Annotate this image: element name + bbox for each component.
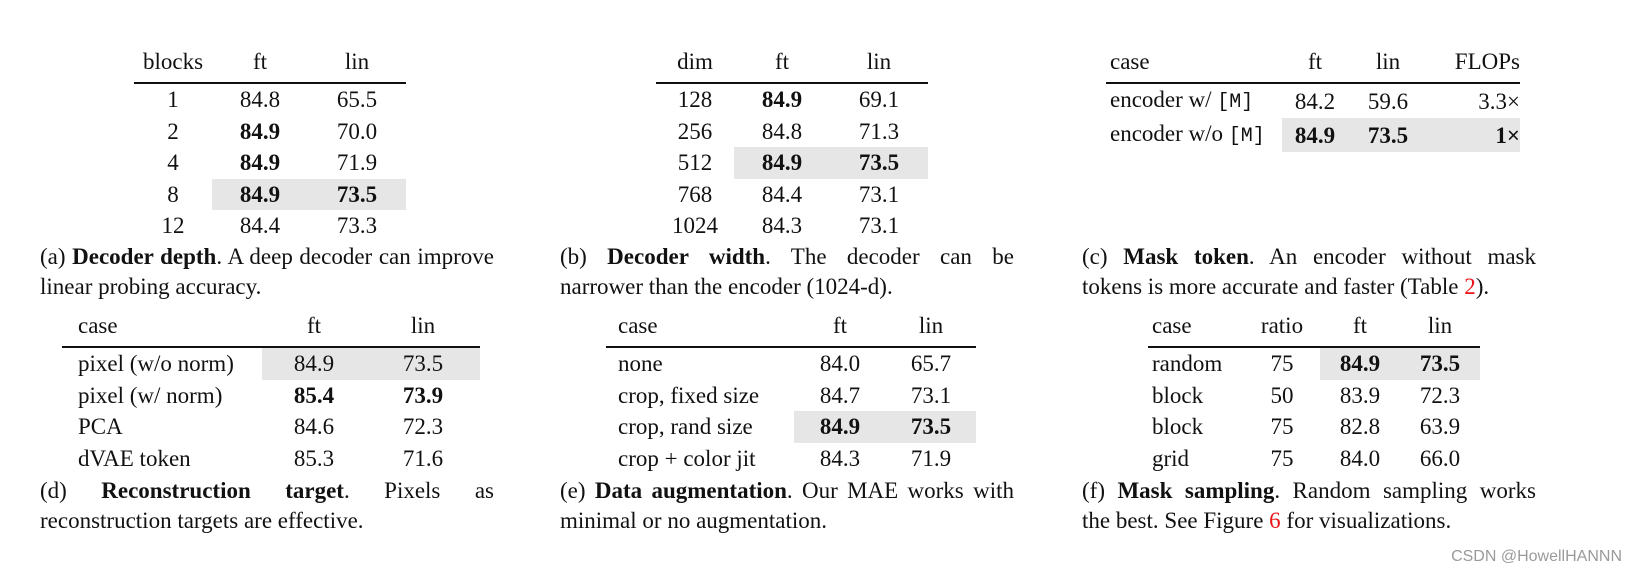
table-cell: 128 (677, 87, 713, 113)
table-cell: 84.3 (761, 213, 803, 239)
table-cell: 1× (1428, 118, 1520, 152)
mask-token-code: [M] (1228, 125, 1265, 148)
table-cell: 75 (1270, 351, 1294, 377)
table-cell: 1024 (672, 213, 718, 239)
table-cell: 84.9 (1282, 118, 1348, 152)
table-row (656, 83, 928, 116)
table-cell: 85.3 (293, 445, 335, 471)
column-header: ft (1352, 313, 1368, 338)
table-cell: 65.5 (336, 87, 378, 113)
table-header-row (656, 50, 928, 83)
table-cell: 512 (677, 150, 713, 176)
table-cell: crop, fixed size (618, 382, 760, 408)
table-row (134, 210, 406, 242)
table-header-row (62, 314, 480, 347)
table-row (656, 116, 928, 148)
table-row (656, 179, 928, 211)
column-header: case (78, 313, 118, 338)
table-cell: 84.9 (239, 118, 281, 144)
table-row (62, 347, 480, 380)
table-cell: 84.9 (212, 179, 308, 211)
table-row (62, 443, 480, 475)
table-cell: none (618, 351, 663, 377)
table-cell: 73.3 (336, 213, 378, 239)
caption-end: for visualizations. (1280, 508, 1452, 533)
table-cell (1106, 83, 1282, 118)
table-row (1148, 411, 1480, 443)
caption-text: . The decoder can be narrower than the encoder (1024-d). (560, 244, 1014, 299)
figure-reference-link[interactable]: 6 (1269, 508, 1281, 533)
table-cell: 71.9 (336, 150, 378, 176)
table-cell: 84.8 (239, 87, 281, 113)
table-cell: 84.3 (819, 445, 861, 471)
table-header-row (1148, 314, 1480, 347)
column-header: ratio (1260, 313, 1304, 338)
table-cell: random (1152, 351, 1223, 377)
table-cell: 73.5 (1400, 347, 1480, 380)
table-cell: 12 (161, 213, 185, 239)
column-header: case (618, 313, 658, 338)
caption-f (1082, 476, 1536, 536)
table-d-reconstruction-target (62, 314, 480, 474)
table-a-decoder-depth (134, 50, 406, 242)
table-cell: 69.1 (858, 87, 900, 113)
caption-title: Reconstruction target (101, 478, 344, 503)
table-row (606, 443, 976, 475)
table-cell: 84.0 (1339, 445, 1381, 471)
case-text: encoder w/o (1110, 121, 1229, 146)
table-cell: 73.1 (910, 382, 952, 408)
table-cell: 84.9 (1320, 347, 1400, 380)
table-cell: 73.1 (858, 181, 900, 207)
table-cell: 4 (167, 150, 179, 176)
table-cell: 82.8 (1339, 414, 1381, 440)
table-cell: 3.3× (1478, 88, 1520, 114)
column-header: FLOPs (1454, 49, 1520, 74)
table-cell (1106, 118, 1282, 152)
table-cell: 75 (1270, 414, 1294, 440)
table-row (134, 83, 406, 116)
table-cell: 1 (167, 87, 179, 113)
table-cell: 50 (1270, 382, 1294, 408)
table-header-row (606, 314, 976, 347)
column-header: lin (344, 49, 370, 74)
table-cell: pixel (w/o norm) (78, 351, 234, 377)
table-cell: 256 (677, 118, 713, 144)
table-cell: 65.7 (910, 351, 952, 377)
column-header: ft (1307, 49, 1323, 74)
column-header: ft (306, 313, 322, 338)
table-cell: 84.2 (1294, 88, 1336, 114)
caption-e (560, 476, 1014, 536)
table-cell: crop + color jit (618, 445, 756, 471)
column-header: case (1110, 49, 1150, 74)
table-cell: 66.0 (1419, 445, 1461, 471)
column-header: case (1152, 313, 1192, 338)
case-text: encoder w/ (1110, 87, 1218, 112)
caption-label: (d) (40, 478, 102, 503)
table-cell: 84.6 (293, 414, 335, 440)
table-cell: 84.9 (262, 347, 366, 380)
column-header: lin (918, 313, 944, 338)
table-cell: 63.9 (1419, 414, 1461, 440)
column-header: ft (252, 49, 268, 74)
table-cell: 84.9 (734, 147, 830, 179)
caption-text: . Pixels as reconstruction targets are effective. (40, 478, 494, 533)
column-header: lin (1427, 313, 1453, 338)
table-cell: 84.9 (761, 87, 803, 113)
caption-title: Data augmentation (594, 478, 787, 503)
table-cell: 84.4 (239, 213, 281, 239)
table-cell: 59.6 (1367, 88, 1409, 114)
table-cell: 70.0 (336, 118, 378, 144)
table-reference-link[interactable]: 2 (1464, 274, 1476, 299)
table-row (606, 380, 976, 412)
table-cell: grid (1152, 445, 1190, 471)
table-row (62, 380, 480, 412)
table-row (656, 210, 928, 242)
caption-label: (c) (1082, 244, 1124, 269)
table-cell: 73.1 (858, 213, 900, 239)
table-row (134, 116, 406, 148)
caption-c (1082, 242, 1536, 302)
table-cell: 768 (677, 181, 713, 207)
table-cell: 71.3 (858, 118, 900, 144)
table-row (1148, 347, 1480, 380)
caption-label: (f) (1082, 478, 1118, 503)
table-c-mask-token (1106, 50, 1520, 152)
caption-label: (e) (560, 478, 595, 503)
column-header: lin (1375, 49, 1401, 74)
caption-b (560, 242, 1014, 302)
caption-title: Mask sampling (1117, 478, 1275, 503)
table-row (1106, 83, 1520, 118)
column-header: lin (866, 49, 892, 74)
table-cell: 84.4 (761, 181, 803, 207)
column-header: ft (832, 313, 848, 338)
table-cell: block (1152, 382, 1204, 408)
table-cell: crop, rand size (618, 414, 753, 440)
table-cell: 73.5 (830, 147, 928, 179)
table-row (606, 411, 976, 443)
caption-label: (b) (560, 244, 608, 269)
table-header-row (134, 50, 406, 83)
table-cell: 73.5 (366, 347, 480, 380)
caption-end: ). (1475, 274, 1490, 299)
table-cell: block (1152, 414, 1204, 440)
mask-token-code: [M] (1217, 91, 1254, 114)
column-header: blocks (142, 49, 204, 74)
table-row (134, 147, 406, 179)
table-cell: 84.8 (761, 118, 803, 144)
table-cell: 2 (167, 118, 179, 144)
column-header: dim (677, 49, 713, 74)
table-b-decoder-width (656, 50, 928, 242)
table-cell: 73.5 (1348, 118, 1428, 152)
table-cell: 73.9 (402, 382, 444, 408)
table-cell: dVAE token (78, 445, 191, 471)
table-cell: 84.9 (239, 150, 281, 176)
column-header: ft (774, 49, 790, 74)
caption-title: Decoder depth (72, 244, 217, 269)
table-cell: 73.5 (308, 179, 406, 211)
table-cell: pixel (w/ norm) (78, 382, 223, 408)
table-row (606, 347, 976, 380)
table-cell: 71.6 (402, 445, 444, 471)
table-cell: 8 (167, 181, 179, 207)
table-cell: 85.4 (293, 382, 335, 408)
table-cell: 72.3 (402, 414, 444, 440)
table-cell: 83.9 (1339, 382, 1381, 408)
table-f-mask-sampling (1148, 314, 1480, 474)
watermark-text: CSDN @HowellHANNN (1451, 548, 1622, 565)
table-e-data-augmentation (606, 314, 976, 474)
table-cell: 71.9 (910, 445, 952, 471)
table-row (62, 411, 480, 443)
table-row (134, 179, 406, 211)
caption-text: . A deep decoder can improve linear probing accuracy. (40, 244, 495, 299)
table-cell: 75 (1270, 445, 1294, 471)
table-cell: 84.9 (794, 411, 886, 443)
column-header: lin (410, 313, 436, 338)
table-row (1106, 118, 1520, 152)
table-cell: 84.0 (819, 351, 861, 377)
caption-title: Mask token (1123, 244, 1249, 269)
table-row (1148, 380, 1480, 412)
table-row (656, 147, 928, 179)
caption-title: Decoder width (607, 244, 766, 269)
caption-text: . Our MAE works with minimal or no augmentation. (560, 478, 1014, 533)
caption-text: . An encoder without mask tokens is more accurate and faster (Table (1082, 244, 1537, 299)
table-cell: 84.7 (819, 382, 861, 408)
table-cell: PCA (78, 414, 123, 440)
caption-text: . Random sampling works the best. See Figure (1082, 478, 1536, 533)
table-row (1148, 443, 1480, 475)
table-header-row (1106, 50, 1520, 83)
caption-d (40, 476, 494, 536)
table-cell: 72.3 (1419, 382, 1461, 408)
caption-label: (a) (40, 244, 73, 269)
table-cell: 73.5 (886, 411, 976, 443)
caption-a (40, 242, 494, 302)
